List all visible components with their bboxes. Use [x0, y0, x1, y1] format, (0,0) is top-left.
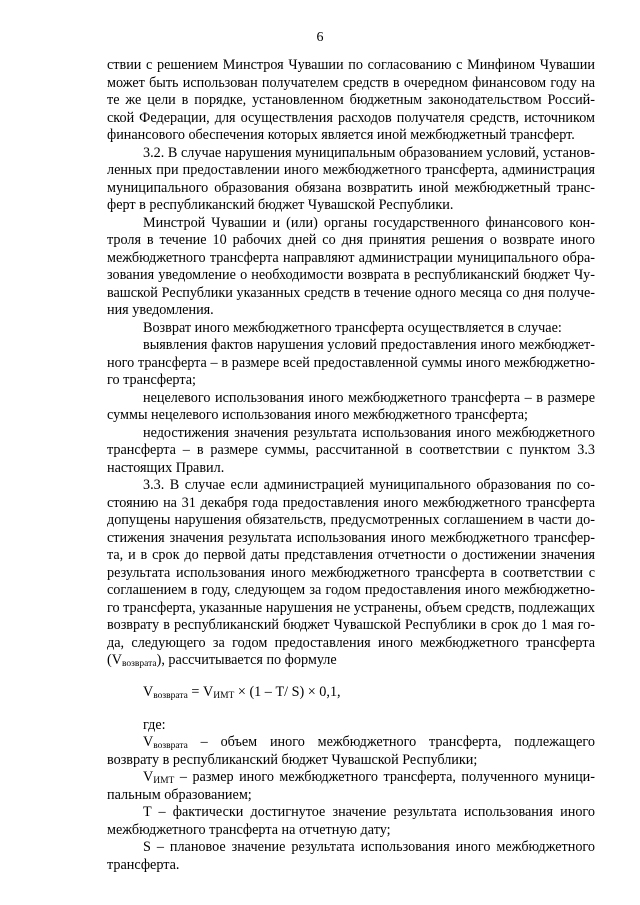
p8-close: ), рассчитывается по формуле [156, 652, 337, 668]
def1-sub: возврата [153, 741, 188, 751]
formula-rhs-sub: ИМТ [213, 690, 235, 701]
definition-v-imt [107, 769, 595, 804]
def1-sym: V [143, 734, 154, 750]
paragraph-3-2: 3.2. В случае нарушения муниципальным образованием условий, установленных при предоставлении иного межбюджетного трансферта, администрация муниципального образования обязана возвратить иной межбюджетный трансферт в республиканский бюджет Чувашской Республики. [107, 144, 595, 213]
definition-v-return [107, 734, 595, 769]
def2-sym: V [143, 769, 154, 785]
p8-open: (V [107, 652, 122, 668]
def1-text: – объем иного межбюджетного трансферта, подлежащего возврату в республиканский бюджет Чувашской Республики; [107, 734, 595, 768]
p8-sub: возврата [121, 659, 157, 669]
page-number: 6 [316, 30, 324, 45]
formula-lhs: V [143, 683, 154, 700]
definition-t: T – фактически достигнутое значение результата использования иного межбюджетного трансферта на отчетную дату; [107, 804, 595, 838]
paragraph-minstroy-notice: Минстрой Чувашии и (или) органы государственного финансового контроля в течение 10 рабочих дней со дня принятия решения о возврате иного межбюджетного трансферта направляют администрации муниципального образования уведомление о необходимости возврата в республиканский бюджет Чувашской Республики указанных средств в течение одного месяца со дня получения уведомления. [107, 214, 595, 318]
paragraph-3-3 [107, 477, 595, 670]
def2-sub: ИМТ [153, 776, 175, 786]
document-body [107, 57, 595, 874]
def2-text: – размер иного межбюджетного трансферта, полученного муниципальным образованием; [107, 769, 595, 803]
formula-eq: = V [187, 683, 214, 700]
paragraph-3-3-text: 3.3. В случае если администрацией муниципального образования по состоянию на 31 декабря года предоставления иного межбюджетного трансферта допущены нарушения обязательств, предусмотренных соглашением в части достижения значения результата использования иного межбюджетного трансферта, и в срок до первой даты представления отчетности о достижении значения результата использования иного межбюджетного трансферта в соответствии с соглашением в году, следующем за годом предоставления иного межбюджетного трансферта, указанные нарушения не устранены, объем средств, подлежащих возврату в республиканский бюджет Чувашской Республики в срок до 1 мая года, следующего за годом предоставления иного межбюджетного трансферта [107, 477, 595, 651]
paragraph-case-misuse: нецелевого использования иного межбюджетного трансферта – в размере суммы нецелевого использования иного межбюджетного трансферта; [107, 389, 595, 423]
where-label: где: [143, 716, 166, 733]
formula-lhs-sub: возврата [153, 690, 188, 701]
paragraph-case-violation: выявления фактов нарушения условий предоставления иного межбюджетного трансферта – в размере всей предоставленной суммы иного межбюджетного трансферта; [107, 337, 595, 388]
paragraph-return-cases: Возврат иного межбюджетного трансферта осуществляется в случае: [143, 319, 562, 336]
paragraph-continuation: ствии с решением Минстроя Чувашии по согласованию с Минфином Чувашии может быть использован получателем средств в очередном финансовом году на те же цели в порядке, установленном бюджетным законодательством Российской Федерации, для осуществления расходов получателя средств, источником финансового обеспечения которых является иной межбюджетный трансферт. [107, 57, 595, 143]
return-formula [107, 682, 595, 702]
paragraph-case-nonachievement: недостижения значения результата использования иного межбюджетного трансферта – в размере суммы, рассчитанной в соответствии с пунктом 3.3 настоящих Правил. [107, 424, 595, 476]
formula-rest: × (1 – T/ S) × 0,1, [234, 683, 341, 700]
definition-s: S – плановое значение результата использования иного межбюджетного трансферта. [107, 839, 595, 873]
